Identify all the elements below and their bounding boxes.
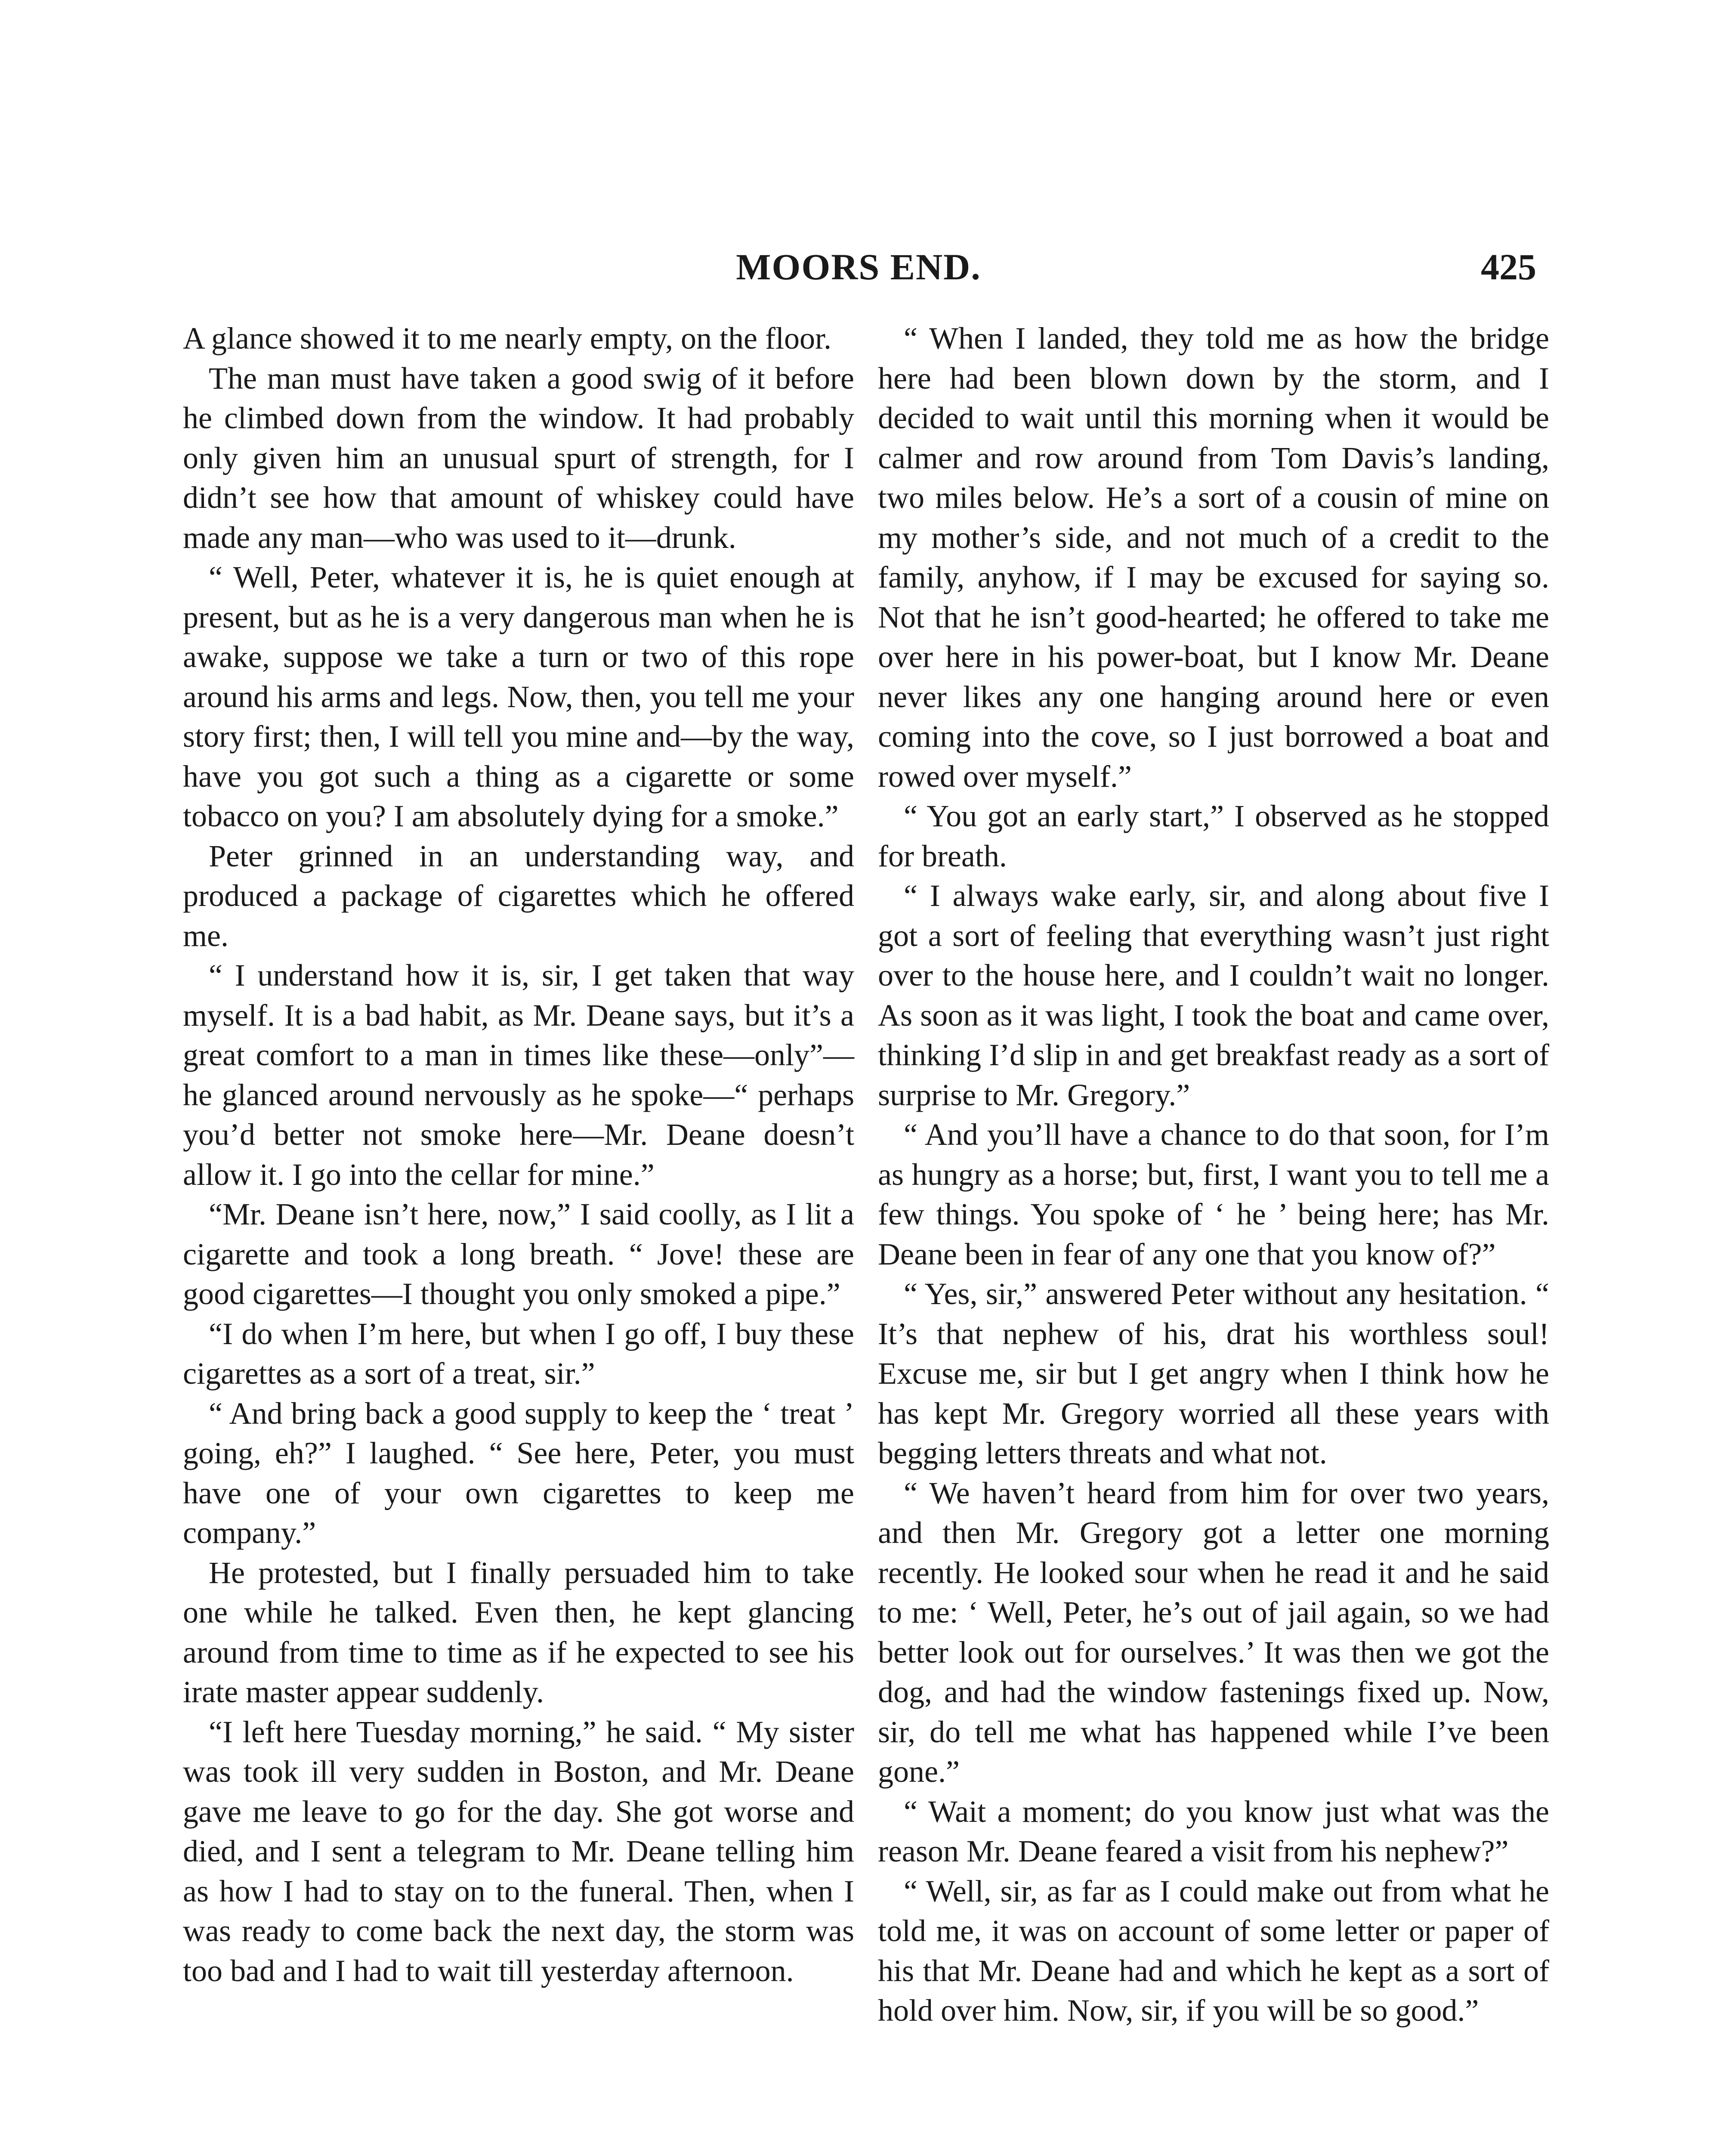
paragraph: A glance showed it to me nearly empty, on the floor. (183, 321, 831, 356)
paragraph: “ When I landed, they told me as how the bridge here had been blown down by the storm, and I decided to wait until this morning when it would be calmer and row around from Tom Davis’s landing, two miles below. He’s a sort of a cousin of mine on my mother’s side, and not much of a credit to the family, anyhow, if I may be excused for saying so. Not that he isn’t good-hearted; he offered to take me over here in his power-boat, but I know Mr. Deane never likes any one hanging around here or even coming into the cove, so I just borrowed a boat and rowed over myself.” (878, 321, 1549, 794)
paragraph: “ I understand how it is, sir, I get taken that way myself. It is a bad habit, as Mr. Deane says, but it’s a great comfort to a man in times like these—only”—he glanced around nervously as he spoke—“ perhaps you’d better not smoke here—Mr. Deane doesn’t allow it. I go into the cellar for mine.” (183, 958, 854, 1192)
paragraph: “I left here Tuesday morning,” he said. “ My sister was took ill very sudden in Boston, and Mr. Deane gave me leave to go for the day. She got worse and died, and I sent a telegram to Mr. Deane telling him as how I had to stay on to the funeral. Then, when I was ready to come back the next day, the storm was too bad and I had to wait till yesterday afternoon. (183, 1714, 854, 1988)
page-number: 425 (1481, 246, 1536, 288)
running-title: MOORS END. (736, 246, 981, 288)
paragraph: “ Yes, sir,” answered Peter without any hesitation. “ It’s that nephew of his, drat his worthless soul! Excuse me, sir but I get angry when I think how he has kept Mr. Gregory worried all these years with begging letters threats and what not. (878, 1277, 1549, 1470)
paragraph: The man must have taken a good swig of it before he climbed down from the window. It had probably only given him an unusual spurt of strength, for I didn’t see how that amount of whiskey could have made any man—who was used to it—drunk. (183, 361, 854, 555)
paragraph: “ And you’ll have a chance to do that soon, for I’m as hungry as a horse; but, first, I want you to tell me a few things. You spoke of ‘ he ’ being here; has Mr. Deane been in fear of any one that you know of?” (878, 1117, 1549, 1271)
paragraph: “ Well, Peter, whatever it is, he is quiet enough at present, but as he is a very dangerous man when he is awake, suppose we take a turn or two of this rope around his arms and legs. Now, then, you tell me your story first; then, I will tell you mine and—by the way, have you got such a thing as a cigarette or some tobacco on you? I am absolutely dying for a smoke.” (183, 560, 854, 833)
paragraph: “ We haven’t heard from him for over two years, and then Mr. Gregory got a letter one morning recently. He looked sour when he read it and he said to me: ‘ Well, Peter, he’s out of jail again, so we had better look out for ourselves.’ It was then we got the dog, and had the window fastenings fixed up. Now, sir, do tell me what has happened while I’ve been gone.” (878, 1475, 1549, 1789)
paragraph: Peter grinned in an understanding way, and produced a package of cigarettes which he offered me. (183, 838, 854, 953)
paragraph: He protested, but I finally persuaded him to take one while he talked. Even then, he kept glancing around from time to time as if he expected to see his irate master appear suddenly. (183, 1555, 854, 1709)
paragraph: “ I always wake early, sir, and along about five I got a sort of feeling that everything wasn’t just right over to the house here, and I couldn’t wait no longer. As soon as it was light, I took the boat and came over, thinking I’d slip in and get breakfast ready as a sort of surprise to Mr. Gregory.” (878, 878, 1549, 1112)
right-column (878, 318, 1549, 2031)
page-header (181, 245, 1536, 297)
paragraph: “Mr. Deane isn’t here, now,” I said coolly, as I lit a cigarette and took a long breath. “ Jove! these are good cigarettes—I thought you only smoked a pipe.” (183, 1197, 854, 1311)
paragraph: “ And bring back a good supply to keep the ‘ treat ’ going, eh?” I laughed. “ See here, Peter, you must have one of your own cigarettes to keep me company.” (183, 1396, 854, 1550)
paragraph: “ Well, sir, as far as I could make out from what he told me, it was on account of some letter or paper of his that Mr. Deane had and which he kept as a sort of hold over him. Now, sir, if you will be so good.” (878, 1874, 1549, 2028)
paragraph: “ Wait a moment; do you know just what was the reason Mr. Deane feared a visit from his nephew?” (878, 1794, 1549, 1868)
paragraph: “I do when I’m here, but when I go off, I buy these cigarettes as a sort of a treat, sir.” (183, 1316, 854, 1391)
left-column (183, 318, 854, 1991)
paragraph: “ You got an early start,” I observed as he stopped for breath. (878, 799, 1549, 873)
